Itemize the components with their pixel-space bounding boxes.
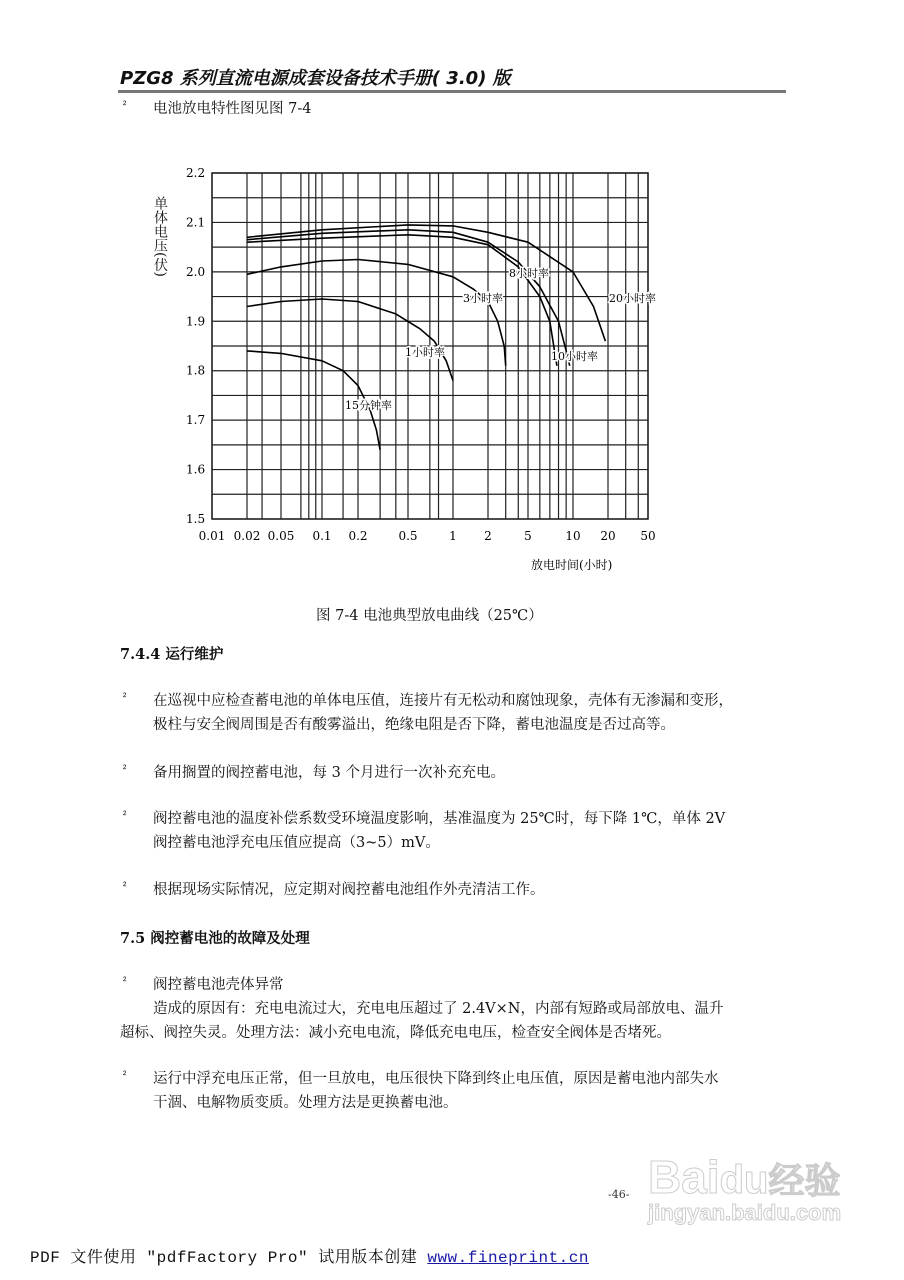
fineprint-link[interactable]: www.fineprint.cn — [427, 1249, 589, 1267]
discharge-curve — [247, 260, 506, 366]
maintenance-item-line: 备用搁置的阀控蓄电池，每 3 个月进行一次补充充电。 — [153, 765, 505, 781]
x-tick-label: 2 — [484, 529, 492, 543]
x-tick-label: 1 — [449, 529, 457, 543]
fault-1-title: 阀控蓄电池壳体异常 — [153, 977, 284, 993]
fault-2-line: 运行中浮充电压正常，但一旦放电，电压很快下降到终止电压值，原因是蓄电池内部失水 — [153, 1071, 719, 1087]
x-tick-label: 0.2 — [348, 529, 368, 543]
x-tick-label: 0.1 — [312, 529, 332, 543]
curve-label: 3小时率 — [463, 292, 503, 305]
y-tick-label: 1.5 — [186, 512, 206, 526]
x-tick-label: 0.05 — [267, 529, 295, 543]
pdf-footer — [30, 1244, 589, 1267]
bullet-icon: ² — [123, 692, 127, 703]
bullet-icon: ² — [123, 881, 127, 892]
figure-caption: 图 7-4 电池典型放电曲线（25℃） — [316, 608, 543, 624]
curve-label: 20小时率 — [609, 292, 656, 305]
discharge-curve — [247, 299, 453, 381]
bullet-icon: ² — [123, 764, 127, 775]
fault-1-body-line: 造成的原因有：充电电流过大，充电电压超过了 2.4V×N，内部有短路或局部放电、温升 — [153, 1001, 724, 1017]
x-tick-label: 0.01 — [198, 529, 226, 543]
bullet-icon: ² — [123, 976, 127, 987]
x-axis-label: 放电时间(小时) — [531, 558, 613, 572]
curve-label: 10小时率 — [551, 350, 598, 363]
maintenance-item-line: 阀控蓄电池的温度补偿系数受环境温度影响，基准温度为 25℃时，每下降 1℃，单体 2V — [153, 811, 726, 827]
section-heading-7-5: 7.5 阀控蓄电池的故障及处理 — [120, 930, 310, 947]
x-tick-label: 0.5 — [398, 529, 418, 543]
baidu-watermark-logo: Baidu经验 jingyan.baidu.com — [648, 1151, 842, 1225]
y-tick-label: 2.1 — [186, 215, 206, 230]
y-tick-label: 1.9 — [186, 314, 206, 329]
x-tick-label: 5 — [524, 529, 532, 543]
maintenance-item-line: 在巡视中应检查蓄电池的单体电压值，连接片有无松动和腐蚀现象，壳体有无渗漏和变形， — [153, 693, 733, 709]
maintenance-item-line: 阀控蓄电池浮充电压值应提高（3~5）mV。 — [153, 835, 440, 851]
document-header-title: PZG8 系列直流电源成套设备技术手册( 3.0) 版 — [120, 68, 511, 89]
y-tick-label: 2.0 — [186, 264, 206, 279]
bullet-icon: ² — [123, 810, 127, 821]
curve-label: 1小时率 — [405, 346, 445, 359]
maintenance-item-line: 极柱与安全阀周围是否有酸雾溢出，绝缘电阻是否下降，蓄电池温度是否过高等。 — [153, 717, 675, 733]
fault-2-line: 干涸、电解物质变质。处理方法是更换蓄电池。 — [153, 1095, 458, 1111]
x-tick-label: 0.02 — [233, 529, 261, 543]
curve-label: 15分钟率 — [345, 399, 392, 412]
discharge-chart — [0, 0, 904, 600]
x-tick-label: 20 — [600, 529, 616, 543]
maintenance-item-line: 根据现场实际情况，应定期对阀控蓄电池组作外壳清洁工作。 — [153, 882, 545, 898]
y-tick-label: 2.2 — [186, 166, 206, 180]
x-tick-label: 10 — [565, 529, 581, 543]
intro-text: 电池放电特性图见图 7-4 — [153, 101, 312, 117]
bullet-icon: ² — [123, 1070, 127, 1081]
curve-label: 8小时率 — [509, 267, 549, 280]
fault-1-body-line: 超标、阀控失灵。处理方法：减小充电电流，降低充电电压，检查安全阀体是否堵死。 — [120, 1025, 671, 1041]
y-tick-label: 1.6 — [186, 462, 206, 477]
y-axis-label: 单体电压(伏) — [152, 196, 168, 277]
bullet-icon: ² — [123, 100, 127, 111]
y-tick-label: 1.8 — [186, 363, 206, 378]
footer-text: PDF 文件使用 "pdfFactory Pro" 试用版本创建 — [30, 1249, 428, 1267]
x-tick-label: 50 — [640, 529, 656, 543]
section-heading-7-4-4: 7.4.4 运行维护 — [120, 646, 224, 663]
page-number: -46- — [608, 1188, 630, 1201]
y-tick-label: 1.7 — [186, 413, 206, 428]
